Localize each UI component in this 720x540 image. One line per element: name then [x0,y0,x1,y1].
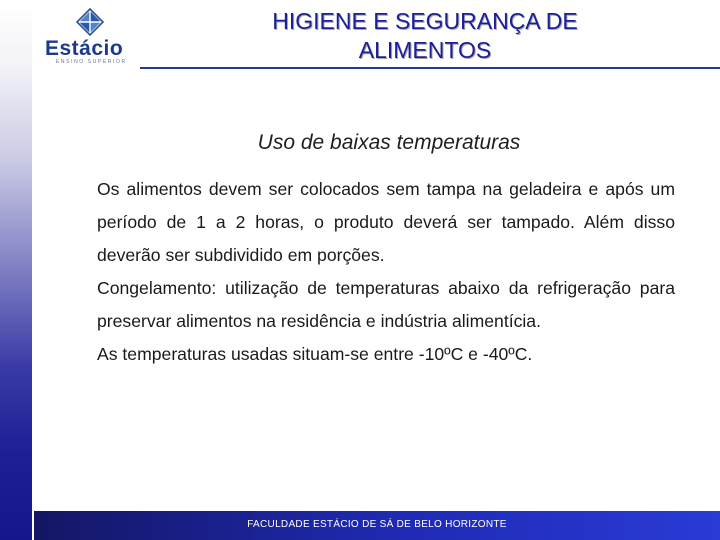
body-paragraph: Congelamento: utilização de temperaturas abaixo da refrigeração para preservar alimentos na residência e indústria alimentícia. [97,278,675,331]
slide-title-line-1: HIGIENE E SEGURANÇA DE [272,8,578,34]
slide-title [210,7,640,65]
left-gradient-bar [0,0,32,540]
slide-body [97,173,675,371]
footer-bar [34,511,720,540]
body-paragraph: As temperaturas usadas situam-se entre -10ºC e -40ºC. [97,344,533,364]
logo-tagline: ENSINO SUPERIOR [56,59,127,65]
body-paragraph: Os alimentos devem ser colocados sem tampa na geladeira e após um período de 1 a 2 horas, o produto deverá ser tampado. Além disso deverão ser subdividido em porções. [97,179,675,265]
estacio-logo [44,8,136,64]
slide-title-line-2: ALIMENTOS [358,37,492,63]
slide-subtitle: Uso de baixas temperaturas [257,131,521,154]
logo-wordmark: Estácio [45,37,124,60]
logo-emblem-icon [60,8,120,38]
title-divider [140,67,720,69]
footer-text: FACULDADE ESTÁCIO DE SÁ DE BELO HORIZONTE [247,519,507,530]
